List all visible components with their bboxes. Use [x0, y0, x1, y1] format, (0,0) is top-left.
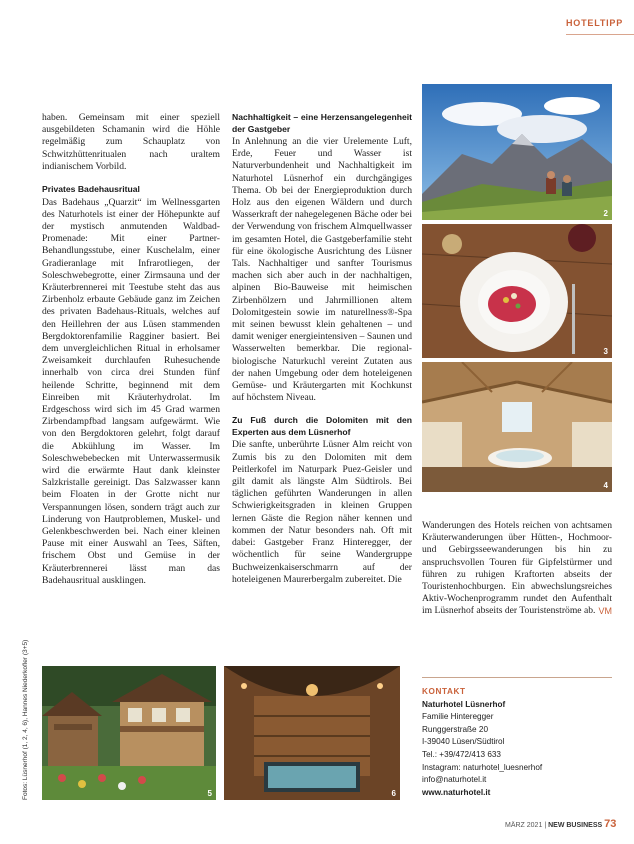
- article-column-2: [232, 112, 412, 586]
- contact-website-link[interactable]: www.naturhotel.it: [422, 787, 491, 797]
- article-column-1: [42, 112, 220, 587]
- paragraph: haben. Gemeinsam mit einer speziell ausgebildeten Schamanin wird die Höhle regelmäßig zum Schauplatz von Schwitzhüttenritualen nach uraltem indianischem Vorbild.: [42, 112, 220, 172]
- contact-street: Runggerstraße 20: [422, 724, 488, 734]
- subheading: Privates Badehausritual: [42, 184, 140, 195]
- footer-separator: |: [544, 822, 547, 829]
- paragraph: Das Badehaus „Quarzit“ im Wellnessgarten des Naturhotels ist einer der Höhepunkte auf der mystisch anmutenden Waldbad-Promenade: Mit einer Partner-Behandlungsstube, einer Kuschelalm, einer Gradieranlage mit Infrarotliegen, der Soleschwebegrotte, einer Zirmsauna und der Kräuterbrennerei mit Teestube steht das aus Zirbenholz erbaute Gebäude ganz im Zeichen des privaten Badehaus-Rituals, welches auf den Heillehren der aus Lüsen stammenden Bergdoktorenfamilie Ragginer basiert. Bei dem unvergleichlichen Ritual in erholsamer Zweisamkeit durchlaufen Ruhesuchende innerhalb von circa drei Stunden fünf heilende Schritte, beginnend mit dem Einreiben mit Kräuterhydrolat. Im Erdgeschoss wird sich im 45 Grad warmen Zirbendampfbad langsam aufgewärmt. Wie von den Bergdoktoren gelehrt, folgt darauf die Abkühlung im Wasser. Im Soleschwebebecken mit Unterwassermusik wird die erwärmte Haut dank kleinster Salzkristalle gereinigt. Das Salzwasser kann beim Floaten in der Grotte nicht nur Verspannungen lösen, sondern trägt auch zur Linderung von Hautproblemen, Muskel- und Gelenkbeschwerden bei. Nach einer kleinen Pause mit einer Auswahl an Tees, Säften, frischem Obst und Gemüse in der Kräuterbrennerei lässt man das Badehausritual ausklingen.: [42, 196, 220, 586]
- photo-credit: Fotos: Lüsnerhof (1, 2, 4, 6), Hannes Niederkofler (3+5): [22, 639, 29, 800]
- subheading: Nachhaltigkeit – eine Herzensangelegenheit der Gastgeber: [232, 112, 412, 134]
- photo-hotel-chalets: [42, 666, 216, 800]
- photo-number: 5: [207, 789, 212, 798]
- author-signature: VM: [598, 606, 612, 617]
- photo-attic-suite: [422, 362, 612, 492]
- photo-number: 6: [391, 789, 396, 798]
- paragraph: Die sanfte, unberührte Lüsner Alm reicht von Zumis bis zu den Dolomiten mit dem Peitlerkofel im Naturpark Puez-Geisler und gilt damit als längste Alm Südtirols. Bei täglichen geführten Wanderungen in allen Schwierigkeitsgraden in kleinen Gruppen lernen Gäste die Region näher kennen und kommen der Natur besonders nah. Oft mit dabei: Gastgeber Franz Hinteregger, der wöchentlich für seine Wandergruppe Buchweizenkaiserschmarrn auf der hoteleigenen Maurerbergalm zubereitet. Die: [232, 439, 412, 585]
- photo-mountain-hikers: [422, 84, 612, 220]
- issue-date: MÄRZ 2021: [505, 822, 543, 829]
- publication-name: NEW BUSINESS: [548, 822, 603, 829]
- contact-family: Familie Hinteregger: [422, 712, 494, 722]
- contact-rule: [422, 677, 612, 678]
- contact-email[interactable]: info@naturhotel.it: [422, 775, 487, 785]
- section-tag-rule: [566, 34, 634, 35]
- paragraph: In Anlehnung an die vier Urelemente Luft, Erde, Feuer und Wasser ist Naturverbundenheit und Nachhaltigkeit im Naturhotel Lüsnerhof ein durchgängiges Thema. Ob bei der Energieproduktion durch Holz aus den eigenen Wäldern und durch Wasserkraft der nahegelegenen Bäche oder bei der Verwendung von frischem Almquellwasser im gesamten Hotel, die Gastgeberfamilie steht für eine ökologische Ausrichtung des Lüsner Tals. Nachhaltiger und sanfter Tourismus machen sich aber auch in der nachhaltigen, alpinen Bio-Bauweise mit heimischen Zirbenhölzern und Jahrmillionen altem Dolomitgestein sowie im naturellness®-Spa mit seinen bewusst klein gehaltenen – und damit weniger energieintensiven – Saunen und Wasserwelten bemerkbar. Die regional-biologische Naturkuchl vereint Zutaten aus der nahen Umgebung oder dem hoteleigenen Gemüse- und Kräutergarten mit Kochkunst auf höchstem Niveau.: [232, 136, 412, 404]
- paragraph: Wanderungen des Hotels reichen von achtsamen Kräuterwanderungen über Hütten-, Hochmoor- und Gebirgsseewanderungen bis hin zu anspruchsvollen Touren für Gipfelstürmer und führen zu ruhigen Kraftorten abseits der Touristenhochburgen. Ein abwechslungsreiches Aktiv-Wochenprogramm rundet den Aufenthalt im Lüsnerhof abseits der Touristenströme ab. VM: [422, 520, 612, 617]
- photo-number: 2: [603, 209, 608, 218]
- section-tag: HOTELTIPP: [566, 18, 624, 28]
- photo-number: 4: [603, 481, 608, 490]
- contact-label: KONTAKT: [422, 687, 466, 696]
- photo-plated-dish: [422, 224, 612, 358]
- contact-city: I-39040 Lüsen/Südtirol: [422, 737, 505, 747]
- subheading: Zu Fuß durch die Dolomiten mit den Experten aus dem Lüsnerhof: [232, 415, 412, 437]
- article-column-3: [422, 520, 612, 618]
- page-footer: [505, 818, 615, 832]
- page-number: 73: [604, 818, 617, 830]
- contact-instagram: Instagram: naturhotel_luesnerhof: [422, 762, 543, 772]
- photo-number: 3: [603, 347, 608, 356]
- contact-box: [422, 686, 612, 799]
- contact-phone: Tel.: +39/472/413 633: [422, 749, 501, 759]
- contact-hotel-name: Naturhotel Lüsnerhof: [422, 699, 506, 709]
- photo-spa-grotto: [224, 666, 400, 800]
